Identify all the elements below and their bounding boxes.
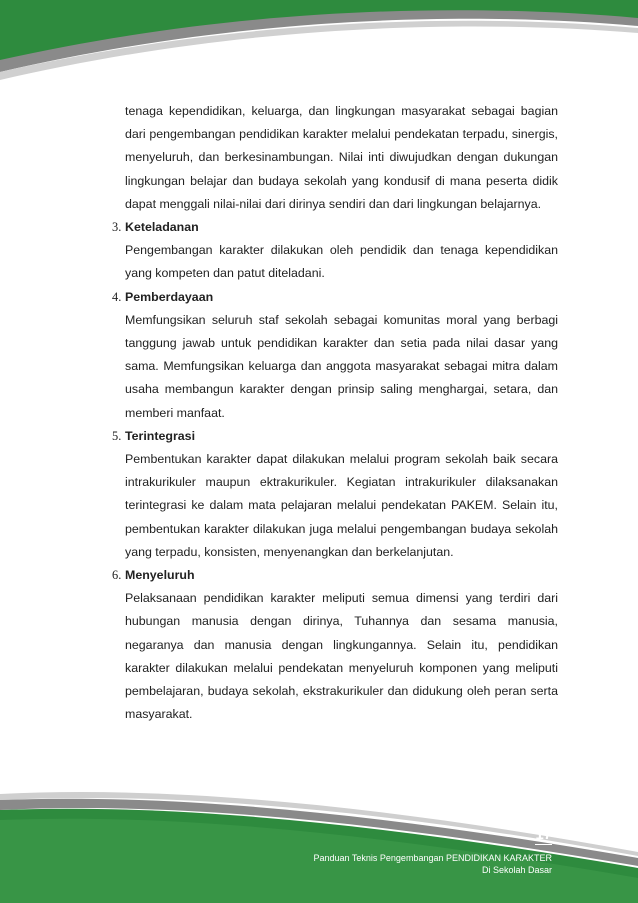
- list-item: [112, 286, 558, 425]
- item-body: Memfungsikan seluruh staf sekolah sebagai komunitas moral yang berbagi tanggung jawab untuk pendidikan karakter dan setia pada nilai dasar yang sama. Memfungsikan keluarga dan anggota masyarakat sebagai mitra dalam usaha membangun karakter dengan prinsip saling menghargai, setara, dan memberi manfaat.: [125, 312, 558, 420]
- list-item: [112, 425, 558, 564]
- item-number: 5.: [112, 428, 122, 443]
- intro-paragraph: tenaga kependidikan, keluarga, dan lingkungan masyarakat sebagai bagian dari pengembangan pendidikan karakter melalui pendekatan terpadu, sinergis, menyeluruh, dan berkesinambungan. Nilai inti diwujudkan dengan dukungan lingkungan belajar dan budaya sekolah yang kondusif di mana peserta didik dapat menggali nilai-nilai dari dirinya sendiri dan dari lingkungan belajarnya.: [125, 104, 558, 211]
- item-title: Keteladanan: [125, 220, 199, 235]
- item-title: Pemberdayaan: [125, 289, 214, 304]
- footer-line-1: Panduan Teknis Pengembangan PENDIDIKAN KARAKTER: [313, 853, 552, 863]
- list-item: [112, 216, 558, 286]
- list-item: [112, 564, 558, 726]
- item-number: 3.: [112, 220, 122, 235]
- item-number: 6.: [112, 568, 122, 583]
- footer-line-2: Di Sekolah Dasar: [481, 865, 552, 875]
- footer-caption: [252, 852, 552, 876]
- item-title: Terintegrasi: [125, 428, 196, 443]
- header-decoration: [0, 0, 638, 90]
- item-number: 4.: [112, 289, 122, 304]
- item-body: Pelaksanaan pendidikan karakter meliputi semua dimensi yang terdiri dari hubungan manusia dengan dirinya, Tuhannya dan sesama manusia, negaranya dan manusia dengan lingkungannya. Selain itu, pendidikan karakter dilakukan melalui pendekatan menyeluruh komponen yang meliputi pembelajaran, budaya sekolah, ekstrakurikuler dan didukung oleh peran serta masyarakat.: [125, 591, 558, 722]
- item-body: Pembentukan karakter dapat dilakukan melalui program sekolah baik secara intrakurikuler maupun ektrakurikuler. Kegiatan intrakurikuler dilaksanakan terintegrasi ke dalam mata pelajaran melalui pendekatan PAKEM. Selain itu, pembentukan karakter dilakukan juga melalui pengembangan budaya sekolah yang terpadu, konsisten, menyenangkan dan berkelanjutan.: [125, 452, 558, 559]
- page-content: [112, 100, 558, 726]
- page-number: 17: [535, 826, 552, 843]
- item-title: Menyeluruh: [125, 568, 195, 583]
- item-body: Pengembangan karakter dilakukan oleh pendidik dan tenaga kependidikan yang kompeten dan patut diteladani.: [125, 243, 558, 281]
